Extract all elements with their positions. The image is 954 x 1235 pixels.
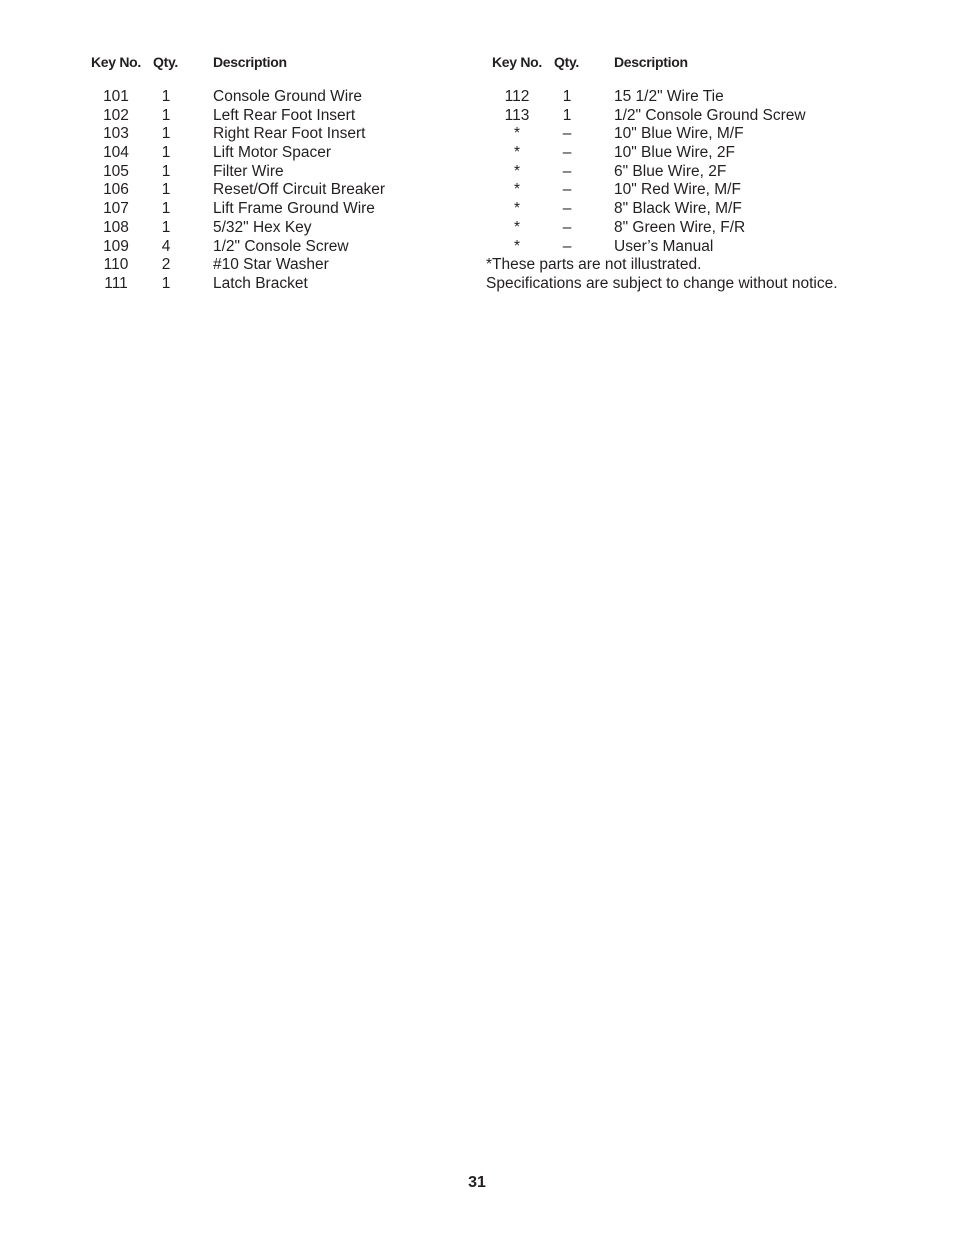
part-key-no: 104	[103, 144, 129, 162]
qty-header: Qty.	[554, 54, 579, 70]
part-key-no: 111	[104, 274, 128, 292]
part-key-no: 107	[103, 200, 129, 218]
part-key-no: 110	[103, 256, 129, 274]
description-header: Description	[213, 54, 287, 70]
part-row	[486, 163, 906, 182]
part-description: #10 Star Washer	[213, 256, 329, 274]
part-qty: 1	[161, 88, 171, 105]
part-key-no: *	[513, 237, 521, 255]
part-row	[91, 144, 471, 163]
part-qty: –	[562, 218, 572, 236]
parts-list-header	[91, 54, 471, 74]
part-key-no: *	[513, 218, 521, 236]
part-description: Console Ground Wire	[213, 88, 363, 105]
part-qty: –	[562, 162, 572, 180]
part-description: 15 1/2" Wire Tie	[614, 88, 724, 105]
part-row	[91, 238, 471, 257]
part-description: Left Rear Foot Insert	[213, 106, 356, 124]
key-no-header: Key No.	[492, 54, 543, 70]
part-row	[486, 238, 906, 257]
part-description: 8" Green Wire, F/R	[614, 218, 746, 236]
part-qty: –	[562, 144, 572, 162]
part-description: 1/2" Console Screw	[213, 237, 349, 255]
part-key-no: 103	[103, 125, 129, 143]
part-description: Right Rear Foot Insert	[213, 125, 366, 143]
part-key-no: 101	[103, 88, 129, 105]
parts-rows	[486, 88, 906, 256]
page-number: 31	[468, 1174, 486, 1191]
part-description: Filter Wire	[213, 162, 284, 180]
parts-list-header	[486, 54, 906, 74]
part-qty: 1	[161, 144, 171, 162]
part-row	[486, 200, 906, 219]
part-key-no: 106	[103, 181, 129, 199]
part-key-no: 112	[504, 88, 530, 105]
part-key-no: 105	[103, 162, 129, 180]
part-description: 6" Blue Wire, 2F	[614, 162, 727, 180]
part-qty: 1	[161, 106, 171, 124]
part-row	[486, 144, 906, 163]
part-description: User’s Manual	[614, 237, 714, 255]
part-key-no: *	[513, 181, 521, 199]
part-description: 10" Blue Wire, 2F	[614, 144, 735, 162]
part-key-no: *	[513, 144, 521, 162]
qty-header: Qty.	[153, 54, 178, 70]
part-description: Lift Frame Ground Wire	[213, 200, 375, 218]
part-row	[486, 88, 906, 107]
part-key-no: 109	[103, 237, 129, 255]
part-row	[91, 88, 471, 107]
part-description: Latch Bracket	[213, 274, 308, 292]
part-row	[91, 181, 471, 200]
part-key-no: *	[513, 162, 521, 180]
part-qty: 1	[161, 181, 171, 199]
part-qty: –	[562, 125, 572, 143]
parts-list-left	[91, 54, 471, 294]
part-key-no: *	[513, 125, 521, 143]
part-qty: 4	[161, 237, 171, 255]
part-description: 5/32" Hex Key	[213, 218, 312, 236]
part-row	[91, 219, 471, 238]
part-qty: –	[562, 181, 572, 199]
part-description: Lift Motor Spacer	[213, 144, 332, 162]
part-key-no: 113	[504, 106, 530, 124]
part-qty: 1	[161, 218, 171, 236]
not-illustrated-note: *These parts are not illustrated.	[486, 256, 702, 274]
part-row	[486, 219, 906, 238]
part-key-no: *	[513, 200, 521, 218]
part-qty: 1	[562, 106, 572, 124]
part-qty: 1	[161, 274, 171, 292]
part-description: 8" Black Wire, M/F	[614, 200, 742, 218]
part-qty: 1	[161, 200, 171, 218]
specifications-note: Specifications are subject to change without notice.	[486, 274, 838, 292]
description-header: Description	[614, 54, 688, 70]
part-row	[91, 275, 471, 294]
part-row	[91, 256, 471, 275]
part-row	[91, 125, 471, 144]
parts-rows	[91, 88, 471, 294]
part-description: Reset/Off Circuit Breaker	[213, 181, 385, 199]
part-qty: –	[562, 237, 572, 255]
key-no-header: Key No.	[91, 54, 142, 70]
part-qty: 1	[161, 162, 171, 180]
part-row	[91, 163, 471, 182]
part-row	[486, 125, 906, 144]
part-qty: 1	[562, 88, 572, 105]
part-qty: –	[562, 200, 572, 218]
part-description: 10" Blue Wire, M/F	[614, 125, 744, 143]
parts-list-right	[486, 54, 906, 294]
part-qty: 2	[161, 256, 171, 274]
part-description: 10" Red Wire, M/F	[614, 181, 741, 199]
part-description: 1/2" Console Ground Screw	[614, 106, 806, 124]
part-key-no: 102	[103, 106, 129, 124]
part-row	[486, 181, 906, 200]
part-qty: 1	[161, 125, 171, 143]
part-key-no: 108	[103, 218, 129, 236]
part-row	[486, 107, 906, 126]
part-row	[91, 200, 471, 219]
part-row	[91, 107, 471, 126]
